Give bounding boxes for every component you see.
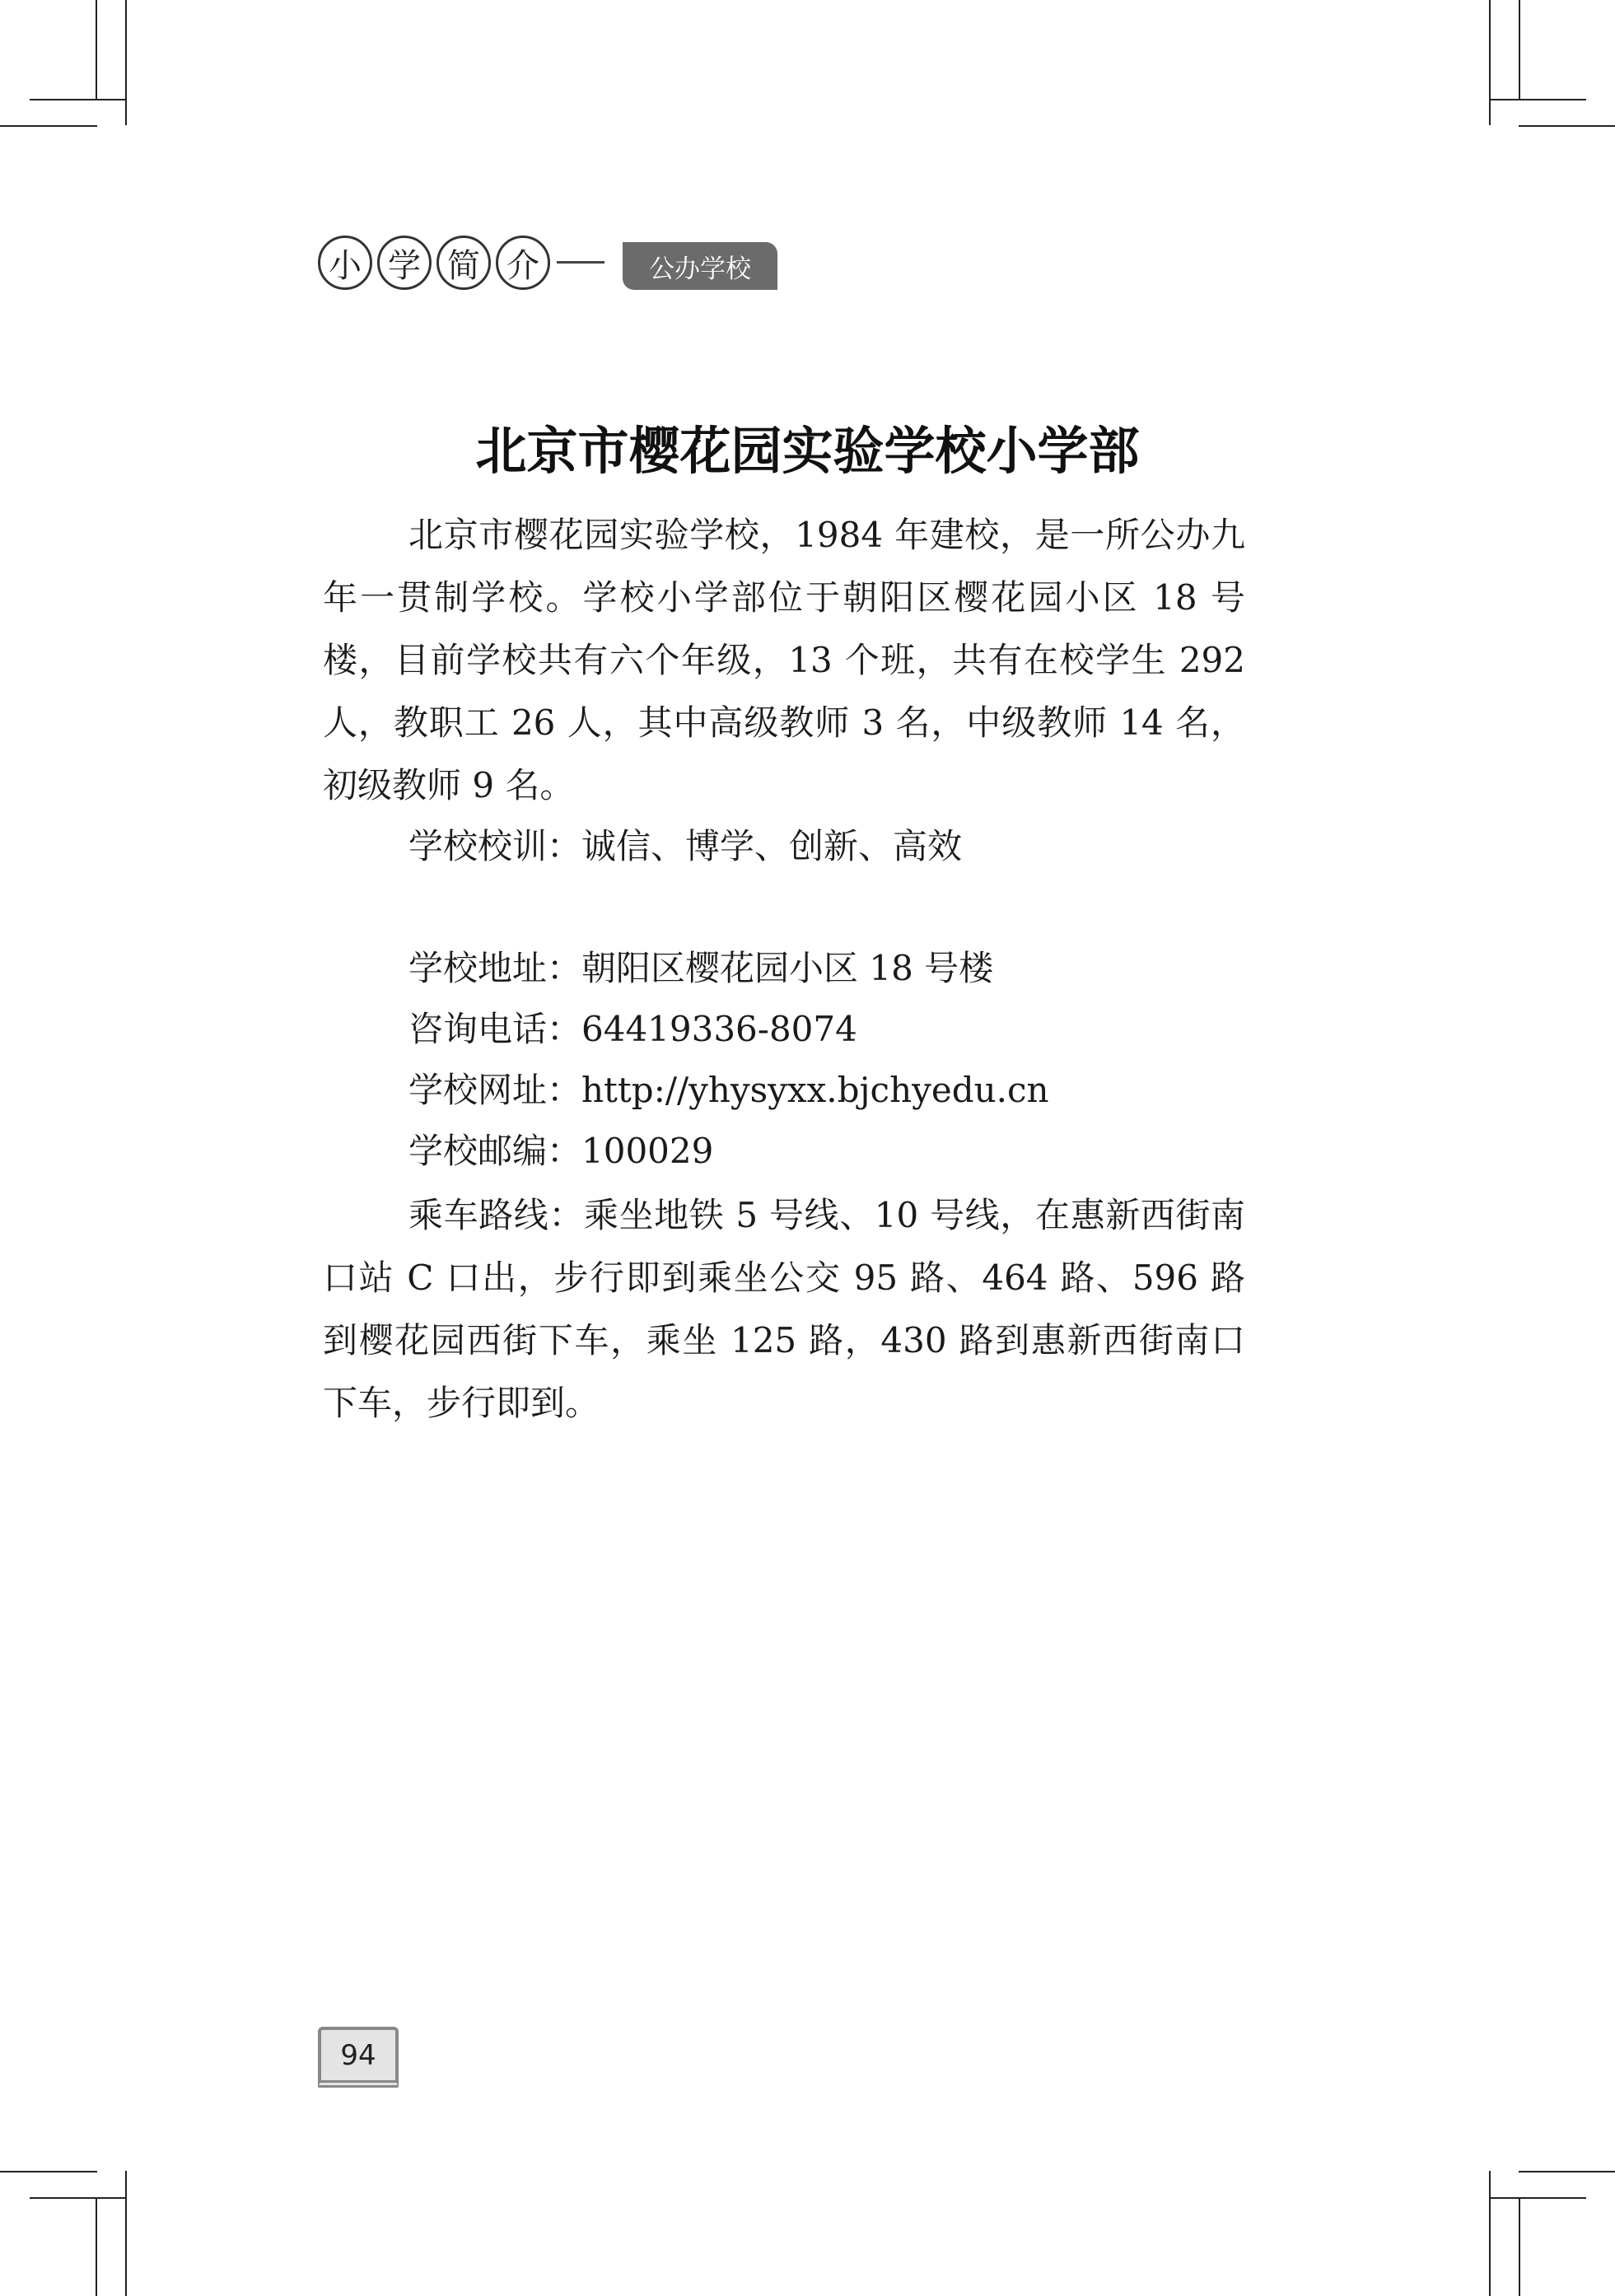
crop-mark <box>96 2197 97 2296</box>
website-line: 学校网址：http://yhysyxx.bjchyedu.cn <box>408 1070 1049 1110</box>
crop-mark <box>125 2171 127 2296</box>
crop-mark <box>0 2171 97 2172</box>
crop-mark <box>96 0 97 99</box>
crop-mark <box>1519 2171 1615 2172</box>
crop-mark <box>1519 0 1520 99</box>
crop-mark <box>125 0 127 125</box>
address-line: 学校地址：朝阳区樱花园小区 18 号楼 <box>408 948 994 988</box>
page-title: 北京市樱花园实验学校小学部 <box>475 421 1140 481</box>
header-circle-char: 介 <box>496 236 550 290</box>
motto-line: 学校校训：诚信、博学、创新、高效 <box>408 826 963 866</box>
header-circle-char: 学 <box>377 236 432 290</box>
crop-mark <box>1489 2197 1586 2199</box>
crop-mark <box>1489 0 1491 125</box>
section-header <box>318 231 779 296</box>
crop-mark <box>1519 125 1615 127</box>
crop-mark <box>1489 99 1586 100</box>
intro-paragraph: 北京市樱花园实验学校，1984 年建校，是一所公办九年一贯制学校。学校小学部位于朝阳区樱花园小区 18 号楼，目前学校共有六个年级，13 个班，共有在校学生 292 人，教职工 26 人，其中高级教师 3 名，中级教师 14 名，初级教师 9 名。 <box>323 515 1245 805</box>
header-circle-char: 简 <box>436 236 491 290</box>
crop-mark <box>1489 2171 1491 2296</box>
phone-line: 咨询电话：64419336-8074 <box>408 1009 857 1049</box>
route-paragraph: 乘车路线：乘坐地铁 5 号线、10 号线，在惠新西街南口站 C 口出，步行即到乘坐公交 95 路、464 路、596 路到樱花园西街下车，乘坐 125 路，430 路到惠新西街南口下车，步行即到。 <box>323 1195 1245 1423</box>
crop-mark <box>0 125 97 127</box>
crop-mark <box>30 99 127 100</box>
crop-mark <box>30 2197 127 2199</box>
crop-mark <box>1519 2197 1520 2296</box>
page-number: 94 <box>318 2027 399 2088</box>
category-tag: 公办学校 <box>623 242 777 290</box>
postcode-line: 学校邮编：100029 <box>408 1131 714 1171</box>
header-circle-char: 小 <box>318 236 372 290</box>
header-connector-line <box>557 261 604 264</box>
